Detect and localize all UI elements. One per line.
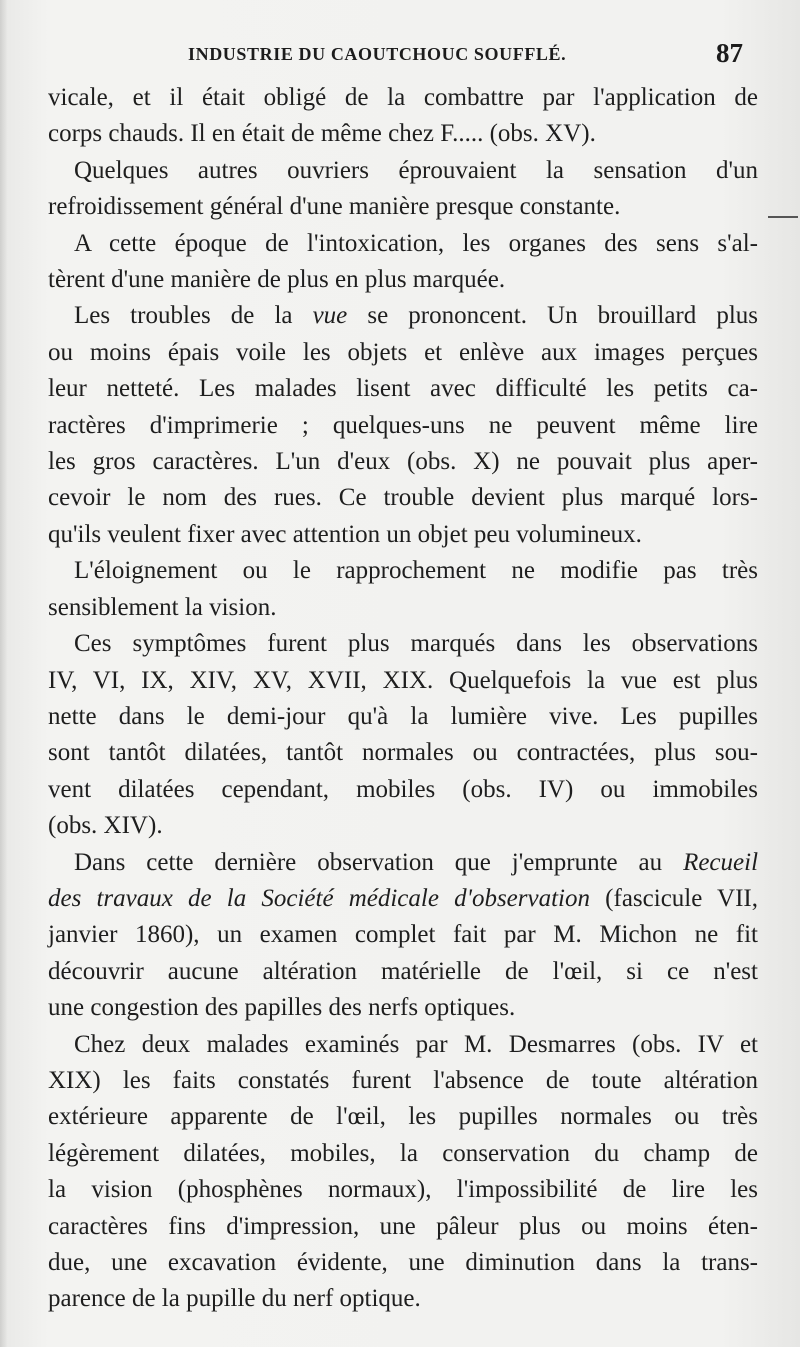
margin-mark [768,216,798,218]
text-line: janvier 1860), un examen complet fait par M. Michon ne fit [48,921,758,949]
text-line: les gros caractères. L'un d'eux (obs. X) ne pouvait plus aper- [48,448,758,476]
text-line: leur netteté. Les malades lisent avec difficulté les petits ca- [48,375,758,403]
text-line [48,298,758,334]
paragraph [48,626,758,844]
text-fragment: se prononcent. Un brouillard plus [367,302,759,330]
text-line: caractères fins d'impression, une pâleur plus ou moins éten- [48,1212,758,1240]
text-line: refroidissement général d'une manière presque constante. [48,193,621,221]
text-line: légèrement dilatées, mobiles, la conservation du champ de [48,1139,758,1167]
text-line: XIX) les faits constatés furent l'absence de toute altération [48,1066,758,1094]
italic-title: Recueil [683,848,759,876]
paragraph [48,845,758,1027]
paragraph [48,80,758,153]
page-number: 87 [716,38,743,68]
text-line: extérieure apparente de l'œil, les pupilles normales ou très [48,1103,758,1131]
text-line [48,881,758,917]
text-line: la vision (phosphènes normaux), l'impossibilité de lire les [48,1176,758,1204]
text-line: vicale, et il était obligé de la combattre par l'application de [48,84,758,111]
text-line: nette dans le demi-jour qu'à la lumière vive. Les pupilles [48,702,758,730]
text-fragment: Dans cette dernière observation que j'emprunte au [74,848,663,876]
paragraph [48,226,758,299]
text-line: tèrent d'une manière de plus en plus marquée. [48,266,506,294]
text-line: Quelques autres ouvriers éprouvaient la sensation d'un [74,156,758,184]
text-line: L'éloignement ou le rapprochement ne modifie pas très [74,557,758,585]
text-fragment: Les troubles de la [74,302,293,330]
text-fragment: (fascicule VII, [605,884,758,912]
running-head [0,38,800,74]
text-line: parence de la pupille du nerf optique. [48,1285,421,1313]
page-binding-edge [0,0,8,1347]
text-line: ou moins épais voile les objets et enlève aux images perçues [48,338,758,366]
italic-term: vue [312,302,348,330]
text-line: sont tantôt dilatées, tantôt normales ou contractées, plus sou- [48,739,758,767]
paragraph [48,553,758,626]
text-line: sensiblement la vision. [48,593,277,621]
italic-title: des travaux de la Société médicale d'observation [48,884,590,912]
text-line: A cette époque de l'intoxication, les organes des sens s'al- [74,229,758,257]
body-text [48,80,758,1318]
text-line: qu'ils veulent fixer avec attention un objet peu volumineux. [48,520,642,548]
text-line: cevoir le nom des rues. Ce trouble devient plus marqué lors- [48,484,758,512]
text-line [48,845,758,881]
text-line: Ces symptômes furent plus marqués dans les observations [74,630,758,658]
text-line: découvrir aucune altération matérielle de l'œil, si ce n'est [48,957,758,985]
text-line: due, une excavation évidente, une diminution dans la trans- [48,1249,758,1276]
paragraph [48,298,758,553]
text-line: (obs. XIV). [48,812,163,840]
paragraph [48,1027,758,1318]
text-line: vent dilatées cependant, mobiles (obs. IV) ou immobiles [48,775,758,803]
running-title: INDUSTRIE DU CAOUTCHOUC SOUFFLÉ. [188,44,567,64]
text-line: ractères d'imprimerie ; quelques-uns ne peuvent même lire [48,411,758,439]
text-line: corps chauds. Il en était de même chez F..... (obs. XV). [48,120,596,148]
text-line: Chez deux malades examinés par M. Desmarres (obs. IV et [74,1030,758,1058]
text-line: une congestion des papilles des nerfs optiques. [48,994,516,1022]
text-line: IV, VI, IX, XIV, XV, XVII, XIX. Quelquefois la vue est plus [48,666,758,694]
paragraph [48,153,758,226]
